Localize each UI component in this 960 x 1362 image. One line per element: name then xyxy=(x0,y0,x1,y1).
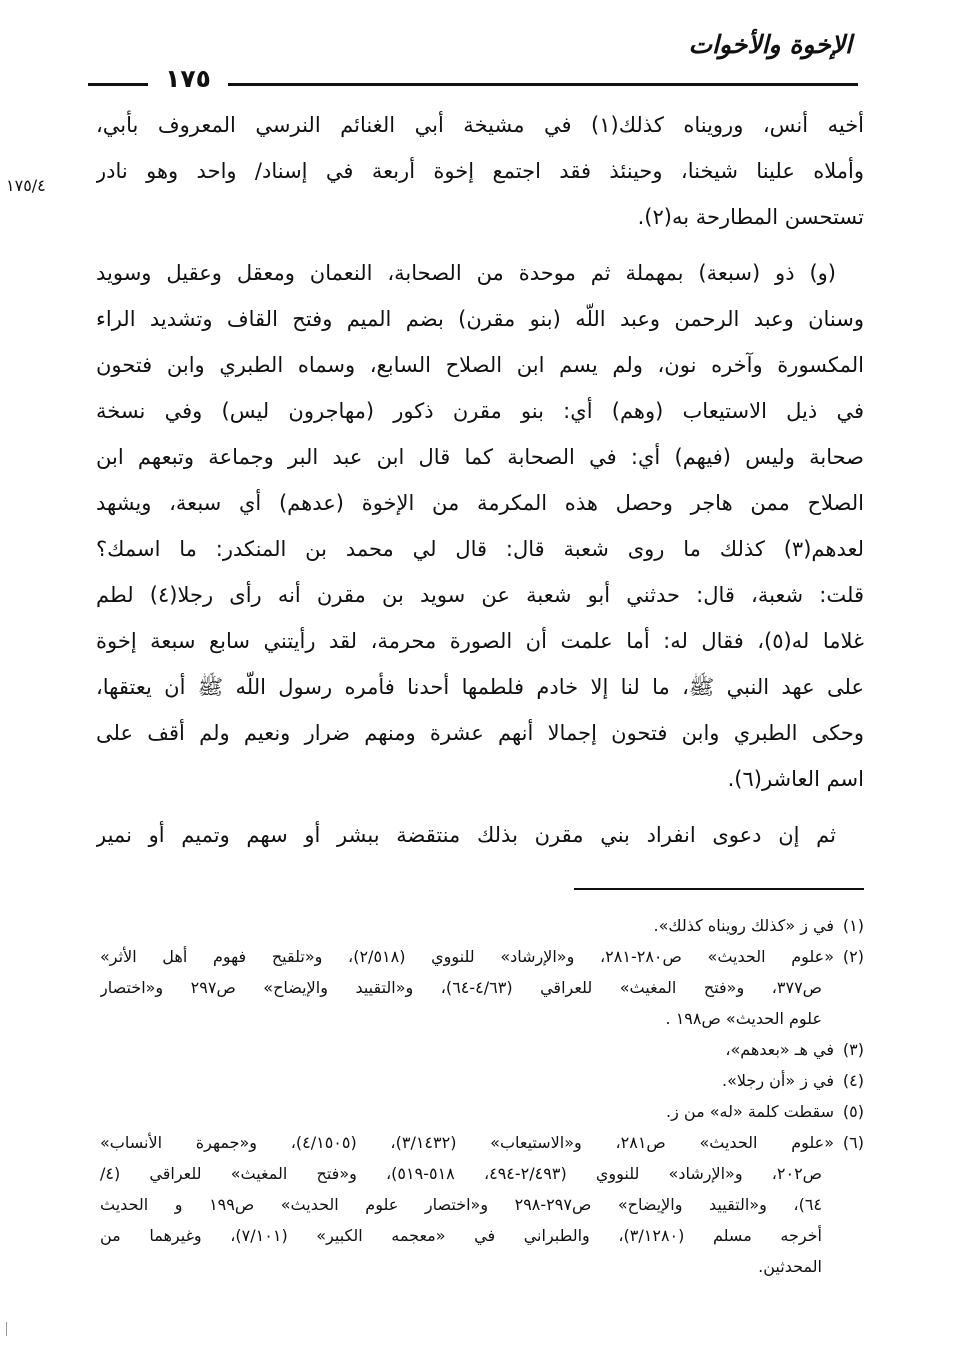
footnote-line: ص٢٠٢، و«الإرشاد» للنووي (٢/٤٩٣-٤٩٤، ٥١٨-٥١٩)، و«فتح المغيث» للعراقي (٤/ xyxy=(100,1164,823,1183)
footnote-line: في هـ «بعدهم»، xyxy=(725,1040,834,1059)
text-line: اسم العاشر(٦). xyxy=(727,767,864,791)
text-line: على عهد النبي ﷺ، ما لنا إلا خادم فلطمها أحدنا فأمره رسول اللّه ﷺ أن يعتقها، xyxy=(96,675,864,699)
footnote-6 xyxy=(100,1127,864,1282)
text-line: ثم إن دعوى انفراد بني مقرن بذلك منتقضة ببشر أو سهم وتميم أو نمير xyxy=(96,823,836,847)
footnote-2 xyxy=(100,941,864,1034)
text-line: غلاما له(٥)، فقال له: أما علمت أن الصورة محرمة، لقد رأيتني سابع سبعة إخوة xyxy=(96,629,864,653)
text-line: صحابة وليس (فيهم) أي: في الصحابة كما قال ابن عبد البر وجماعة وتبعهم ابن xyxy=(96,445,864,469)
footnote-line: «علوم الحديث» ص٢٨١، و«الاستيعاب» (٣/١٤٣٢)، (٤/١٥٠٥)، و«جمهرة الأنساب» xyxy=(100,1133,834,1152)
header-rule-right xyxy=(228,83,858,86)
header-rule-left xyxy=(88,83,148,86)
footnote-number: (٦) xyxy=(842,1133,864,1152)
page-number: ١٧٥ xyxy=(165,64,211,93)
text-line: وأملاه علينا شيخنا، وحينئذ فقد اجتمع إخوة أربعة في إسناد/ واحد وهو نادر xyxy=(96,159,864,183)
paragraph-gap xyxy=(96,802,864,812)
margin-page-reference: ١٧٥/٤ xyxy=(6,176,46,195)
footnote-3 xyxy=(100,1034,864,1065)
footnote-line: في ز «أن رجلا». xyxy=(722,1071,834,1090)
footnote-number: (٣) xyxy=(842,1040,864,1059)
footnote-line: أخرجه مسلم (٣/١٢٨٠)، والطبراني في «معجمه الكبير» (٧/١٠١)، وغيرهما من xyxy=(100,1226,822,1245)
footnote-line: في ز «كذلك رويناه كذلك». xyxy=(653,916,834,935)
text-line: أخيه أنس، ورويناه كذلك(١) في مشيخة أبي الغنائم النرسي المعروف بأبي، xyxy=(96,113,864,137)
footnote-line: سقطت كلمة «له» من ز. xyxy=(665,1102,834,1121)
text-line: وحكى الطبري وابن فتحون إجمالا أنهم عشرة ومنهم ضرار ونعيم ولم أقف على xyxy=(96,721,864,745)
text-line: وسنان وعبد الرحمن وعبد اللّه (بنو مقرن) بضم الميم وفتح القاف وتشديد الراء xyxy=(96,307,864,331)
footnote-number: (٤) xyxy=(842,1071,864,1090)
paragraph-2 xyxy=(96,250,864,802)
paragraph-gap xyxy=(96,240,864,250)
text-line: (و) ذو (سبعة) بمهملة ثم موحدة من الصحابة، النعمان ومعقل وعقيل وسويد xyxy=(96,261,836,285)
footnote-5 xyxy=(100,1096,864,1127)
footnote-number: (١) xyxy=(842,916,864,935)
footnotes xyxy=(100,910,864,1282)
footnote-line: علوم الحديث» ص١٩٨ . xyxy=(665,1009,822,1028)
text-line: لعدهم(٣) كذلك ما روى شعبة قال: قال لي محمد بن المنكدر: ما اسمك؟ xyxy=(96,537,864,561)
footnote-number: (٥) xyxy=(842,1102,864,1121)
running-title: الإخوة والأخوات xyxy=(688,30,852,59)
text-line: المكسورة وآخره نون، ولم يسم ابن الصلاح السابع، وسماه الطبري وابن فتحون xyxy=(96,353,864,377)
footnote-line: المحدثين. xyxy=(758,1257,822,1276)
footnote-separator xyxy=(574,888,864,890)
paragraph-1 xyxy=(96,102,864,240)
footnote-number: (٢) xyxy=(842,947,864,966)
footnote-line: ٦٤)، و«التقييد والإيضاح» ص٢٩٧-٢٩٨ و«اختصار علوم الحديث» ص١٩٩ و الحديث xyxy=(100,1195,823,1214)
page-edge-mark xyxy=(6,1322,7,1336)
text-line: تستحسن المطارحة به(٢). xyxy=(637,205,864,229)
paragraph-3 xyxy=(96,812,864,858)
text-line: في ذيل الاستيعاب (وهم) أي: بنو مقرن ذكور (مهاجرون ليس) وفي نسخة xyxy=(96,399,864,423)
text-line: الصلاح ممن هاجر وحصل هذه المكرمة من الإخوة (عدهم) أي سبعة، ويشهد xyxy=(96,491,864,515)
footnote-4 xyxy=(100,1065,864,1096)
text-line: قلت: شعبة، قال: حدثني أبو شعبة عن سويد بن مقرن أنه رأى رجلا(٤) لطم xyxy=(96,583,864,607)
body-text xyxy=(96,102,864,858)
footnote-line: ص٣٧٧، و«فتح المغيث» للعراقي (٤/٦٣-٦٤)، و«التقييد والإيضاح» ص٢٩٧ و«اختصار xyxy=(100,978,822,997)
footnote-1 xyxy=(100,910,864,941)
footnote-line: «علوم الحديث» ص٢٨٠-٢٨١، و«الإرشاد» للنووي (٢/٥١٨)، و«تلقيح فهوم أهل الأثر» xyxy=(100,947,834,966)
